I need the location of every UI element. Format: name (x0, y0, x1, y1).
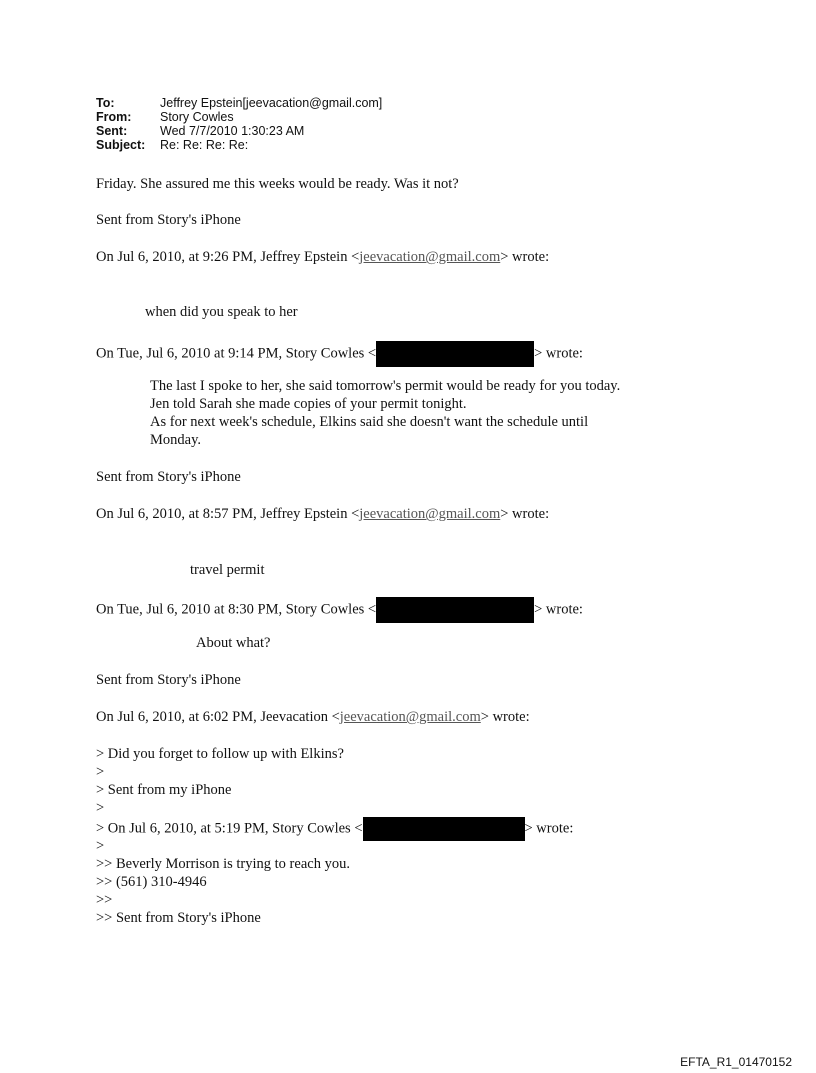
reply-line: >> Beverly Morrison is trying to reach you. (96, 856, 350, 872)
quoted-line: Monday. (150, 432, 202, 448)
from-value: Story Cowles (160, 110, 234, 124)
attribution-text: On Jul 6, 2010, at 9:26 PM, Jeffrey Epstein < (96, 249, 360, 265)
attribution-text: > wrote: (500, 249, 550, 265)
attribution-text: > wrote: (500, 506, 550, 522)
to-label: To: (96, 96, 115, 110)
signature-line: Sent from Story's iPhone (96, 469, 241, 485)
quoted-line: Jen told Sarah she made copies of your permit tonight. (150, 396, 467, 412)
reply-line: >> (96, 892, 113, 908)
body-line: travel permit (190, 562, 265, 578)
attribution-text: > wrote: (534, 601, 583, 618)
to-value: Jeffrey Epstein[jeevacation@gmail.com] (160, 96, 383, 110)
quote-attribution (96, 505, 549, 523)
subject-label: Subject: (96, 138, 146, 152)
from-label: From: (96, 110, 132, 124)
email-link[interactable]: jeevacation@gmail.com (339, 709, 481, 725)
quote-attribution (96, 597, 583, 623)
email-link[interactable]: jeevacation@gmail.com (359, 506, 501, 522)
redaction-box (376, 341, 534, 367)
subject-value: Re: Re: Re: Re: (160, 138, 249, 152)
header-subject (96, 138, 382, 152)
attribution-text: On Jul 6, 2010, at 6:02 PM, Jeevacation < (96, 709, 340, 725)
header-sent (96, 124, 382, 138)
redaction-box (363, 817, 525, 841)
attribution-text: On Jul 6, 2010, at 8:57 PM, Jeffrey Epstein < (96, 506, 360, 522)
reply-line: >> (561) 310-4946 (96, 874, 207, 890)
attribution-text: On Tue, Jul 6, 2010 at 9:14 PM, Story Cowles < (96, 345, 377, 362)
reply-line: > Did you forget to follow up with Elkins? (96, 746, 344, 762)
attribution-text: > wrote: (480, 709, 530, 725)
header-from (96, 110, 382, 124)
signature-line: Sent from Story's iPhone (96, 672, 241, 688)
quote-attribution (96, 341, 583, 367)
attribution-text: > wrote: (524, 820, 574, 837)
redaction-box (376, 597, 534, 623)
reply-line: > (96, 764, 105, 780)
reply-line (96, 817, 573, 841)
sent-value: Wed 7/7/2010 1:30:23 AM (160, 124, 305, 138)
signature-line: Sent from Story's iPhone (96, 212, 241, 228)
quoted-line: About what? (196, 635, 271, 651)
quote-attribution (96, 248, 549, 266)
email-link[interactable]: jeevacation@gmail.com (359, 249, 501, 265)
reply-line: > Sent from my iPhone (96, 782, 232, 798)
reply-line: > (96, 838, 105, 854)
attribution-text: > On Jul 6, 2010, at 5:19 PM, Story Cowles < (96, 820, 363, 837)
quoted-line: The last I spoke to her, she said tomorrow's permit would be ready for you today. (150, 378, 621, 394)
attribution-text: > wrote: (534, 345, 583, 362)
reply-line: >> Sent from Story's iPhone (96, 910, 261, 926)
quoted-line: As for next week's schedule, Elkins said she doesn't want the schedule until (150, 414, 589, 430)
attribution-text: On Tue, Jul 6, 2010 at 8:30 PM, Story Cowles < (96, 601, 377, 618)
body-line: when did you speak to her (145, 304, 298, 320)
sent-label: Sent: (96, 124, 128, 138)
body-line: Friday. She assured me this weeks would be ready. Was it not? (96, 176, 459, 192)
document-id: EFTA_R1_01470152 (680, 1055, 792, 1069)
header-to (96, 96, 382, 110)
email-header (96, 96, 382, 152)
quote-attribution (96, 708, 530, 726)
reply-line: > (96, 800, 105, 816)
